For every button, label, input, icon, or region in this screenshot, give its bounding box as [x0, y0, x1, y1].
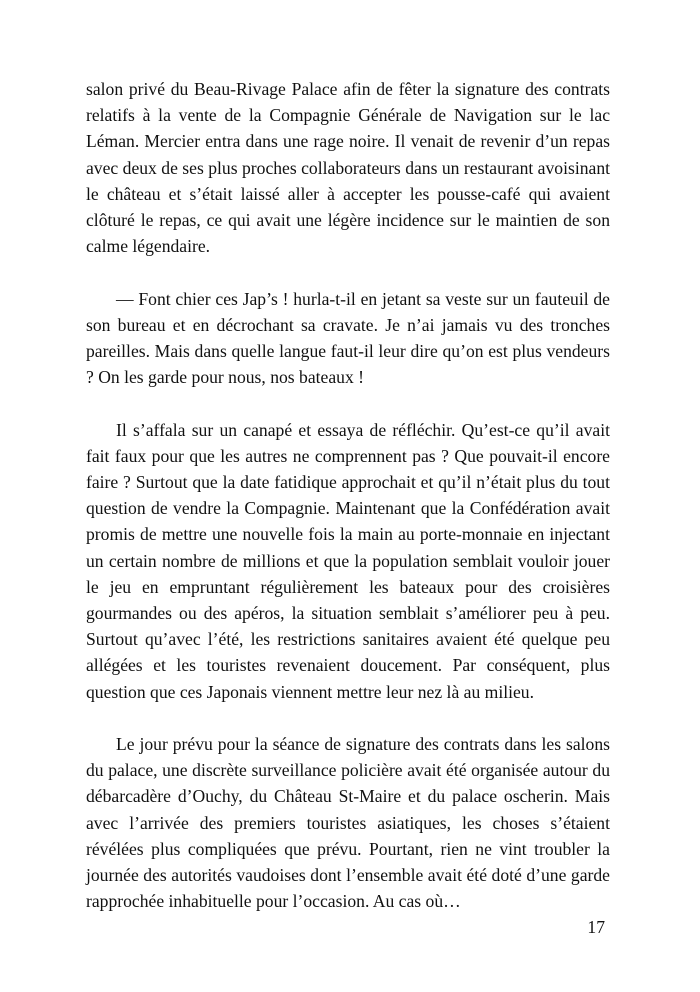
paragraph-reflection: Il s’affala sur un canapé et essaya de réfléchir. Qu’est-ce qu’il avait fait faux pour que les autres ne comprennent pas ? Que pouvait-il encore faire ? Surtout que la date fatidique approchait et qu’il n’était plus du tout question de vendre la Compagnie. Maintenant que la Confédération avait promis de mettre une nouvelle fois la main au porte-monnaie en injectant un certain nombre de millions et que la population semblait vouloir jouer le jeu en empruntant régulièrement les bateaux pour des croisières gourmandes ou des apéros, la situation semblait s’améliorer peu à peu. Surtout qu’avec l’été, les restrictions sanitaires avaient été quelque peu allégées et les touristes revenaient doucement. Par conséquent, plus question que ces Japonais viennent mettre leur nez là au milieu. — [86, 419, 610, 702]
body-text — [86, 76, 610, 941]
paragraph-dialogue: — Font chier ces Jap’s ! hurla-t-il en jetant sa veste sur un fauteuil de son bureau et en décrochant sa cravate. Je n’ai jamais vu des tronches pareilles. Mais dans quelle langue faut-il leur dire qu’on est plus vendeurs ? On les garde pour nous, nos bateaux ! — [86, 288, 610, 388]
paragraph-continuation: salon privé du Beau-Rivage Palace afin de fêter la signature des contrats relatifs à la vente de la Compagnie Générale de Navigation sur le lac Léman. Mercier entra dans une rage noire. Il venait de revenir d’un repas avec deux de ses plus proches collaborateurs dans un restaurant avoisinant le château et s’était laissé aller à accepter les pousse-café qui avaient clôturé le repas, ce qui avait une légère incidence sur le maintien de son calme légendaire. — [86, 79, 610, 257]
paragraph-signing-day: Le jour prévu pour la séance de signature des contrats dans les salons du palace, une discrète surveillance policière avait été organisée autour du débarcadère d’Ouchy, du Château St-Maire et du palace oscherin. Mais avec l’arrivée des premiers touristes asiatiques, les choses s’étaient révélées plus compliquées que prévu. Pourtant, rien ne vint troubler la journée des autorités vaudoises dont l’ensemble avait été doté d’une garde rapprochée inhabituelle pour l’occasion. Au cas où… — [86, 734, 610, 912]
page-number: 17 — [587, 917, 605, 937]
